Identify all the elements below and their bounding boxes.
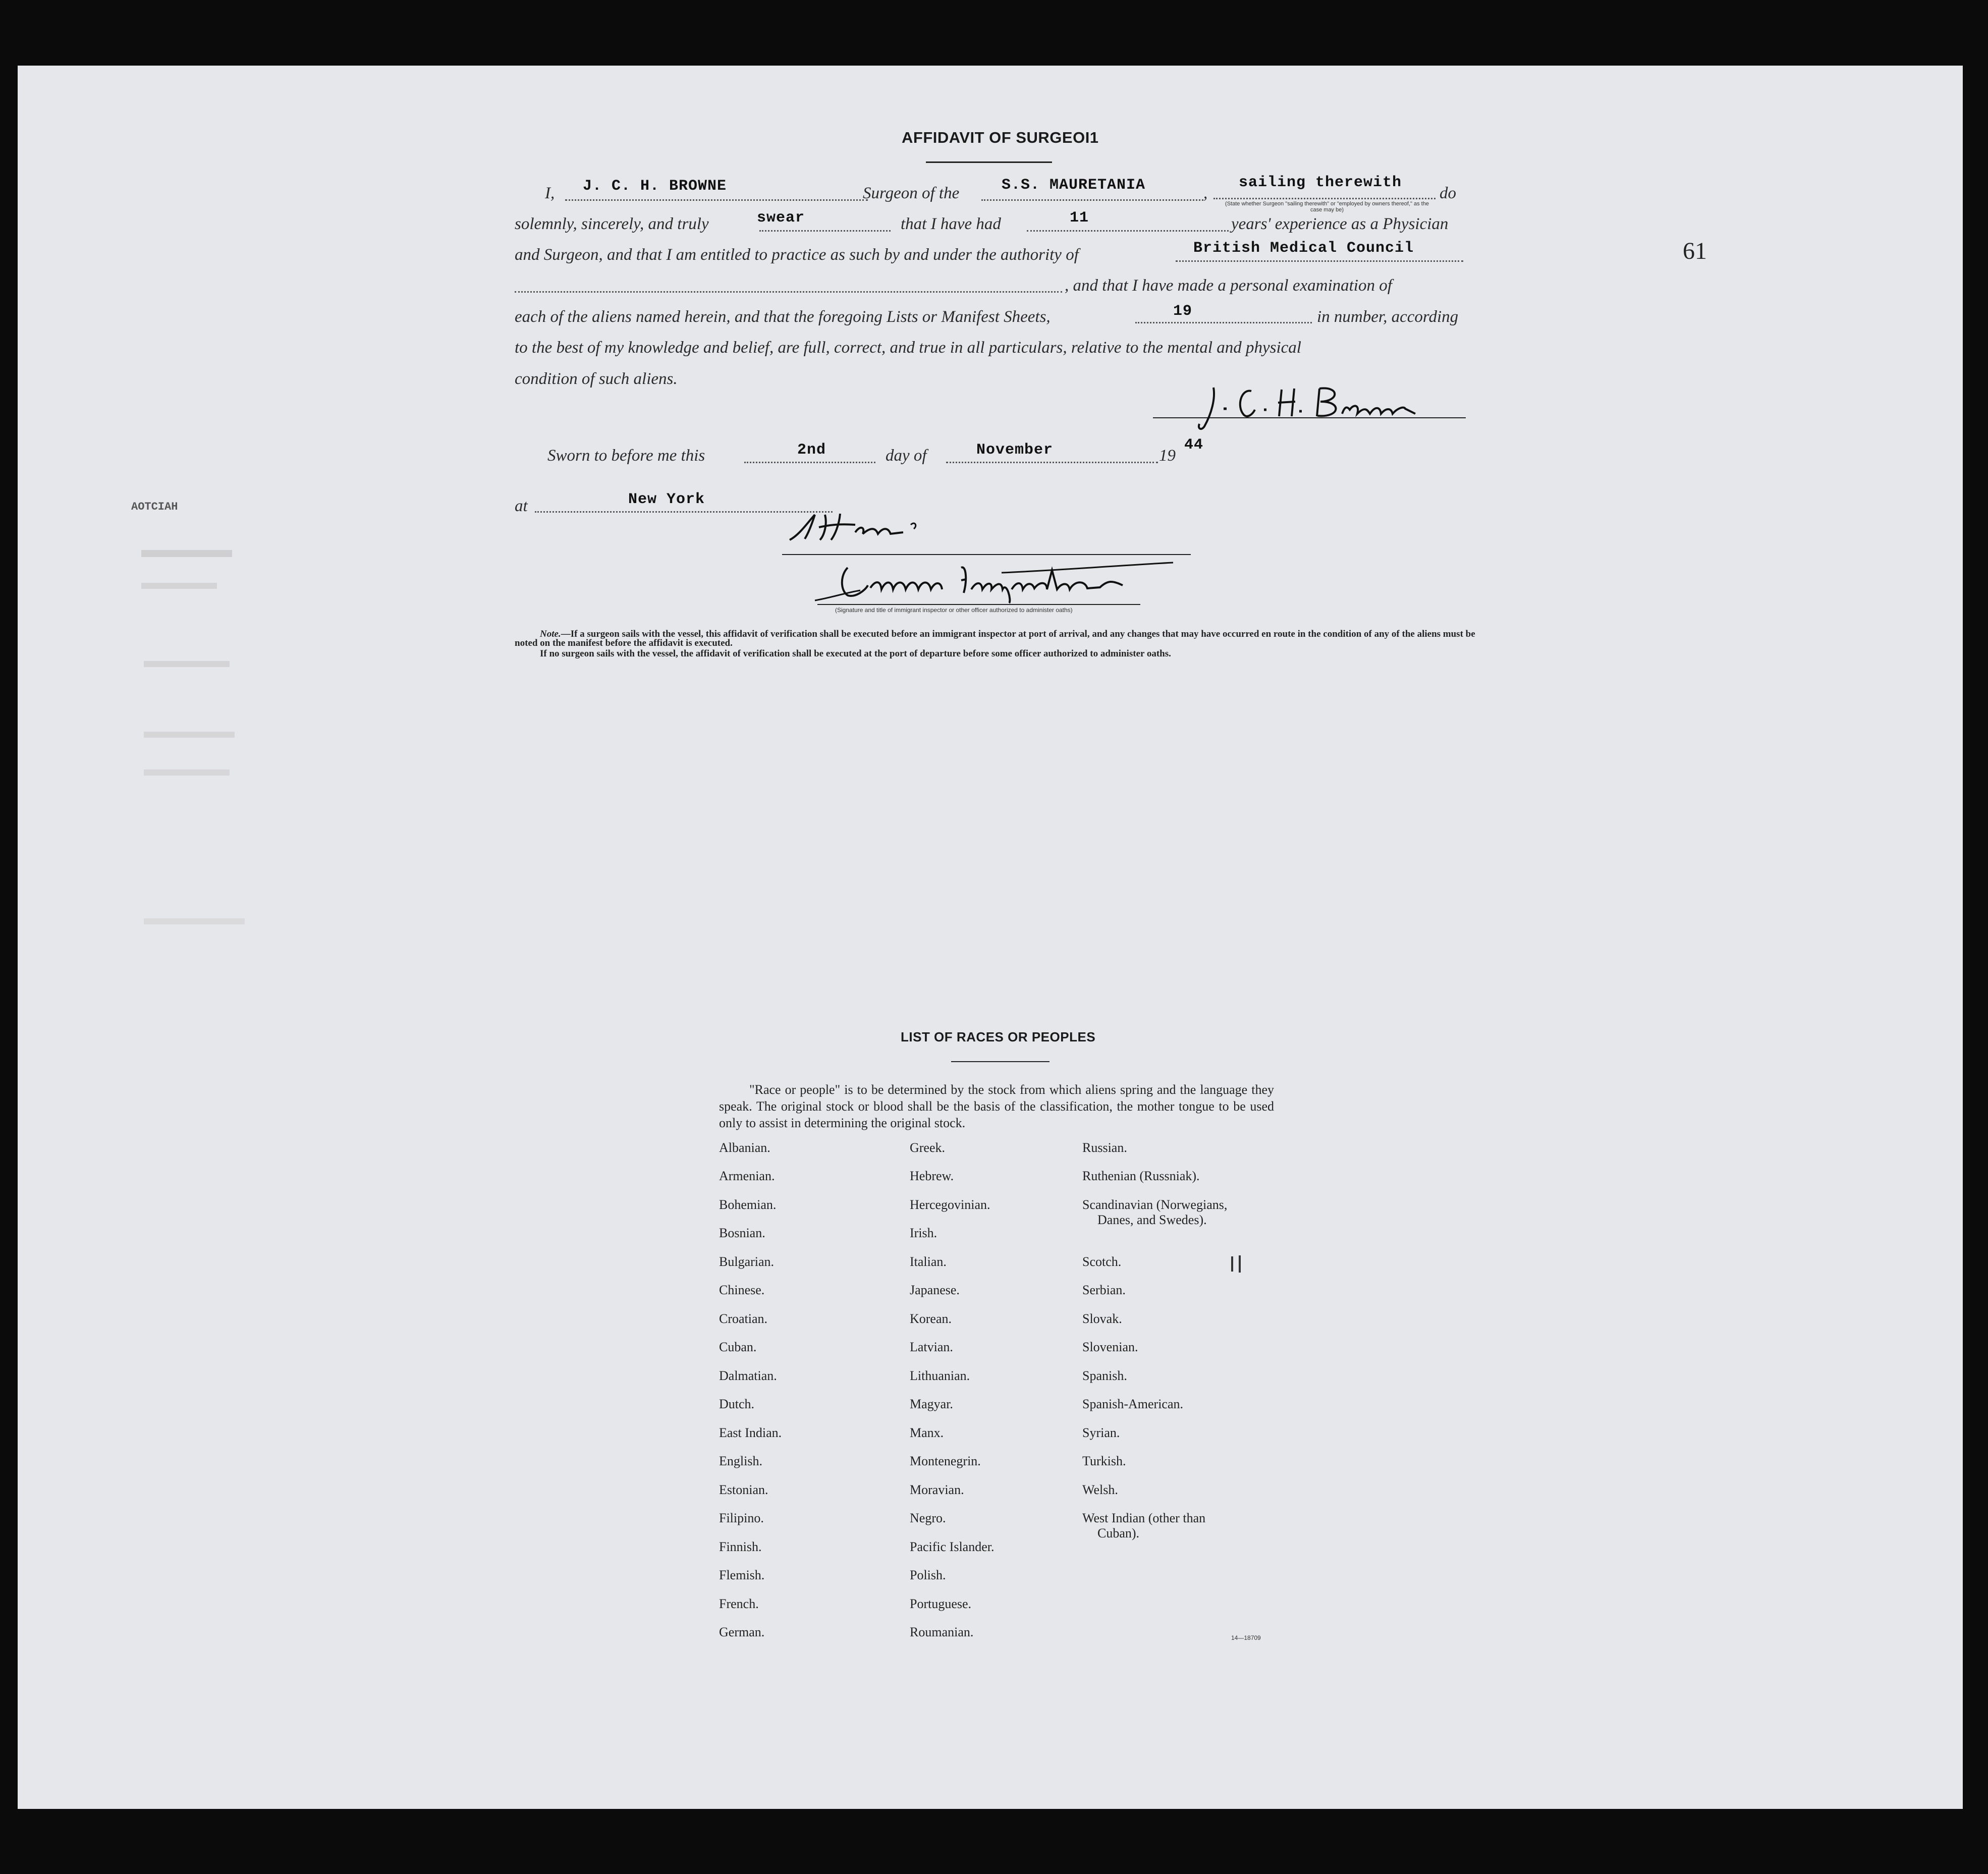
stray-mark [1231, 1256, 1233, 1272]
affidavit-text: , and that I have made a personal examination of [1065, 277, 1392, 295]
affidavit-text: day of [886, 447, 927, 465]
dotted-line [946, 462, 1158, 463]
race-item: Slovenian. [1082, 1340, 1138, 1354]
bleed-through-mark [141, 583, 217, 589]
affidavit-text: that I have had [901, 215, 1001, 233]
race-item: Cuban). [1097, 1526, 1140, 1540]
bleed-through-mark [144, 769, 230, 776]
place-field: New York [628, 491, 705, 508]
page-number: 61 [1683, 238, 1707, 264]
sworn-day-field: 2nd [797, 442, 826, 459]
dotted-line [1027, 230, 1229, 232]
race-item: Croatian. [719, 1311, 768, 1326]
form-code: 14—18709 [1231, 1634, 1261, 1641]
note-label: Note. [540, 629, 561, 639]
affidavit-text: Sworn to before me this [547, 447, 705, 465]
race-item: Lithuanian. [910, 1368, 970, 1383]
affidavit-text: 19 [1159, 447, 1176, 465]
manifest-page [18, 66, 1963, 1809]
race-item: West Indian (other than [1082, 1511, 1206, 1525]
race-item: Armenian. [719, 1169, 775, 1183]
race-item: Syrian. [1082, 1425, 1120, 1440]
race-item: Greek. [910, 1140, 946, 1155]
race-item: Korean. [910, 1311, 952, 1326]
affidavit-note [515, 630, 1486, 648]
race-item: Slovak. [1082, 1311, 1122, 1326]
dotted-line [981, 199, 1203, 201]
affidavit-text: to the best of my knowledge and belief, are full, correct, and true in all particulars, relative to the mental and physical [515, 339, 1301, 357]
dotted-line [1213, 198, 1435, 199]
officer-signature [780, 505, 971, 545]
race-item: Chinese. [719, 1283, 765, 1297]
stray-mark [1239, 1255, 1241, 1273]
oath-field: swear [757, 209, 805, 227]
race-item: Albanian. [719, 1140, 770, 1155]
dotted-line [744, 462, 875, 463]
authority-field: British Medical Council [1193, 240, 1414, 257]
race-item: English. [719, 1454, 762, 1468]
race-item: Finnish. [719, 1539, 762, 1554]
affidavit-text: in number, according [1317, 308, 1459, 326]
race-item: Turkish. [1082, 1454, 1126, 1468]
race-item: Bohemian. [719, 1197, 777, 1212]
races-title: LIST OF RACES OR PEOPLES [901, 1029, 1096, 1044]
officer-title-line [817, 604, 1140, 605]
race-item: Dutch. [719, 1397, 755, 1411]
race-item: Negro. [910, 1511, 946, 1525]
race-item: Hebrew. [910, 1169, 954, 1183]
affidavit-text: , [1203, 184, 1208, 202]
race-item: Pacific Islander. [910, 1539, 995, 1554]
manifest-sheets-field: 19 [1173, 303, 1193, 320]
race-item: Estonian. [719, 1482, 768, 1497]
sworn-year-field: 44 [1184, 436, 1204, 454]
affidavit-text: at [515, 497, 528, 515]
bleed-through-mark [144, 918, 245, 924]
race-item: Japanese. [910, 1283, 960, 1297]
note-paragraph-2: If no surgeon sails with the vessel, the affidavit of verification shall be executed at the port of departure before some officer authorized to administer oaths. [540, 648, 1171, 659]
title-underline [926, 161, 1052, 163]
surgeon-signature [1193, 378, 1425, 434]
affidavit-text: I, [545, 184, 555, 202]
race-item: Moravian. [910, 1482, 964, 1497]
race-item: German. [719, 1625, 765, 1639]
officer-title-handwriting [810, 550, 1173, 605]
race-item: Scotch. [1082, 1254, 1122, 1269]
race-item: Spanish. [1082, 1368, 1127, 1383]
affidavit-text: each of the aliens named herein, and that the foregoing Lists or Manifest Sheets, [515, 308, 1051, 326]
ship-name-field: S.S. MAURETANIA [1002, 177, 1146, 194]
affidavit-text: condition of such aliens. [515, 370, 678, 388]
race-item: Russian. [1082, 1140, 1127, 1155]
race-item: Spanish-American. [1082, 1397, 1184, 1411]
race-item: Serbian. [1082, 1283, 1126, 1297]
race-item: Dalmatian. [719, 1368, 777, 1383]
signature-caption: (Signature and title of immigrant inspector or other officer authorized to administer oaths) [835, 607, 1073, 614]
race-item: Ruthenian (Russniak). [1082, 1169, 1200, 1183]
races-title-underline [951, 1061, 1050, 1062]
surgeon-status-field: sailing therewith [1239, 174, 1402, 191]
dotted-line [1176, 260, 1463, 262]
affidavit-title: AFFIDAVIT OF SURGEOI1 [902, 129, 1099, 146]
race-item: Portuguese. [910, 1596, 972, 1611]
race-item: Italian. [910, 1254, 947, 1269]
surgeon-name-field: J. C. H. BROWNE [583, 178, 727, 195]
sworn-month-field: November [976, 442, 1054, 459]
dotted-line [1135, 322, 1312, 323]
race-item: Manx. [910, 1425, 944, 1440]
race-item: Scandinavian (Norwegians, [1082, 1197, 1228, 1212]
note-paragraph-1: —If a surgeon sails with the vessel, this affidavit of verification shall be executed before an immigrant inspector at port of arrival, and any changes that may have occurred en route in the condition of any of the aliens must be noted on the manifest before the affidavit is executed. [515, 629, 1475, 648]
race-item: Magyar. [910, 1397, 953, 1411]
surgeon-status-note: (State whether Surgeon "sailing therewith" or "employed by owners thereof," as the case may be) [1225, 201, 1429, 213]
race-item: Irish. [910, 1226, 937, 1240]
race-item: Flemish. [719, 1568, 765, 1582]
race-item: French. [719, 1596, 759, 1611]
race-item: East Indian. [719, 1425, 782, 1440]
race-item: Latvian. [910, 1340, 953, 1354]
bleed-through-mark [141, 550, 232, 557]
bleed-through-mark [144, 732, 235, 738]
bleed-through-mark [144, 661, 230, 667]
races-intro: "Race or people" is to be determined by the stock from which aliens spring and the language they speak. The original stock or blood shall be the basis of the classification, the mother tongue to be used only to assist in determining the original stock. [719, 1082, 1274, 1130]
dotted-line [565, 199, 868, 201]
affidavit-text: solemnly, sincerely, and truly [515, 215, 709, 233]
race-item: Danes, and Swedes). [1097, 1212, 1207, 1227]
race-item: Welsh. [1082, 1482, 1118, 1497]
race-item: Polish. [910, 1568, 946, 1582]
race-item: Cuban. [719, 1340, 757, 1354]
race-item: Bulgarian. [719, 1254, 775, 1269]
affidavit-text: Surgeon of the [863, 184, 960, 202]
race-item: Bosnian. [719, 1226, 765, 1240]
race-item: Hercegovinian. [910, 1197, 990, 1212]
affidavit-text: years' experience as a Physician [1231, 215, 1449, 233]
dotted-line [515, 291, 1062, 293]
race-item: Montenegrin. [910, 1454, 981, 1468]
years-experience-field: 11 [1070, 209, 1089, 227]
affidavit-text: and Surgeon, and that I am entitled to practice as such by and under the authority of [515, 246, 1079, 264]
race-item: Filipino. [719, 1511, 764, 1525]
race-item: Roumanian. [910, 1625, 974, 1639]
dotted-line [759, 230, 891, 232]
bleed-through-heading: AOTCIAH [131, 501, 178, 513]
affidavit-text: do [1440, 184, 1456, 202]
